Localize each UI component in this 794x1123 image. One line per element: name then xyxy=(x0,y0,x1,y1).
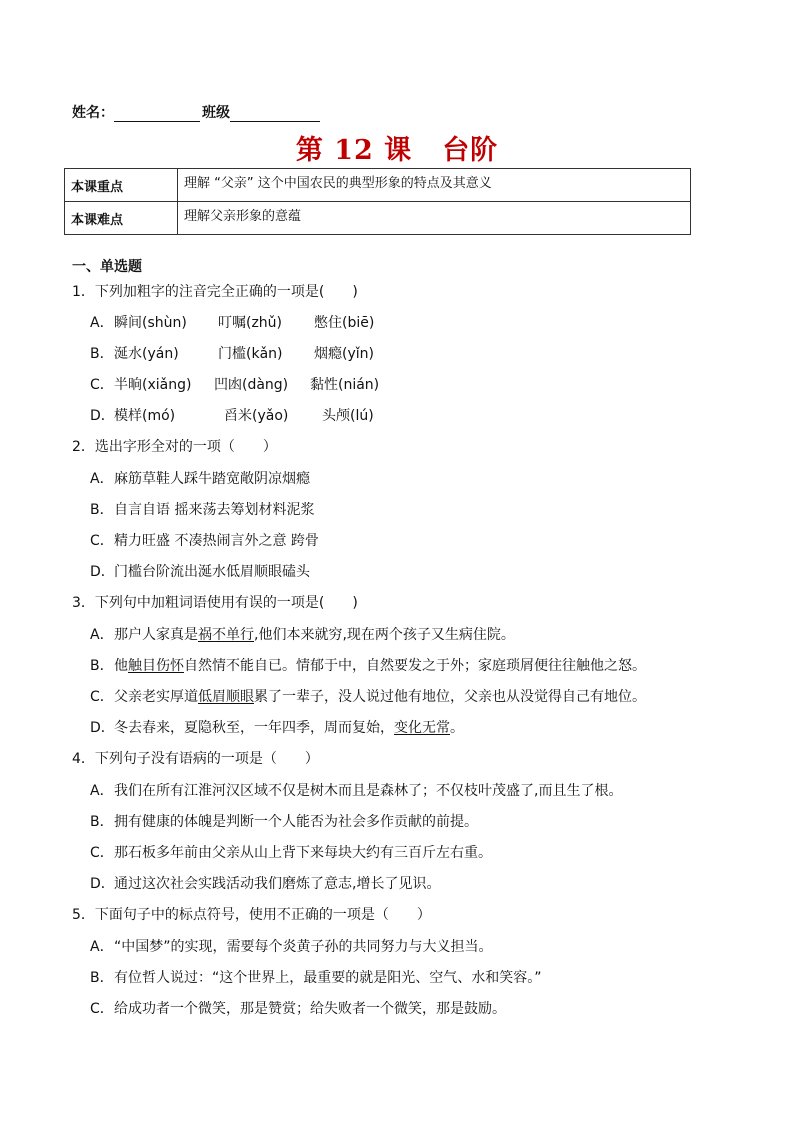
option-c[interactable]: C．精力旺盛 不凑热闹言外之意 跨骨 xyxy=(90,533,319,549)
class-blank[interactable] xyxy=(230,105,320,122)
option-a[interactable]: A．我们在所有江淮河汉区域不仅是树木而且是森林了；不仅枝叶茂盛了,而且生了根。 xyxy=(90,783,623,799)
underlined-phrase: 变化无常 xyxy=(394,720,450,736)
underlined-phrase: 触目伤怀 xyxy=(128,658,184,674)
question-stem: 2．选出字形全对的一项（ ） xyxy=(72,439,277,455)
question-stem: 1．下列加粗字的注音完全正确的一项是( ) xyxy=(72,284,358,300)
difficulty-value: 理解父亲形象的意蕴 xyxy=(178,202,691,235)
option-b[interactable]: B．有位哲人说过：“这个世界上，最重要的就是阳光、空气、水和笑容。” xyxy=(90,970,542,986)
option-c[interactable]: C．那石板多年前由父亲从山上背下来每块大约有三百斤左右重。 xyxy=(90,845,492,861)
underlined-phrase: 低眉顺眼 xyxy=(198,689,254,705)
option-a[interactable]: A．“中国梦”的实现，需要每个炎黄子孙的共同努力与大义担当。 xyxy=(90,939,493,955)
option-c[interactable]: C．给成功者一个微笑，那是赞赏；给失败者一个微笑，那是鼓励。 xyxy=(90,1001,506,1017)
option-d[interactable]: D．模样(mó) 舀米(yǎo) 头颅(lú) xyxy=(90,408,374,424)
option-c[interactable]: C．半晌(xiǎng) 凹凼(dàng) 黏性(nián) xyxy=(90,377,380,393)
question-stem: 3．下列句中加粗词语使用有误的一项是( ) xyxy=(72,595,358,611)
option-a[interactable]: A．那户人家真是祸不单行,他们本来就穷,现在两个孩子又生病住院。 xyxy=(90,627,515,643)
option-a[interactable]: A．麻筋草鞋人踩牛踏宽敞阴凉烟瘾 xyxy=(90,471,310,487)
table-row xyxy=(65,202,691,235)
option-d[interactable]: D．门槛台阶流出涎水低眉顺眼磕头 xyxy=(90,564,310,580)
option-d[interactable]: D．通过这次社会实践活动我们磨炼了意志,增长了见识。 xyxy=(90,876,441,892)
option-d[interactable]: D．冬去春来，夏隐秋至，一年四季，周而复始，变化无常。 xyxy=(90,720,464,736)
name-blank[interactable] xyxy=(114,105,200,122)
student-info-line xyxy=(72,102,320,122)
option-a[interactable]: A．瞬间(shùn) 叮嘱(zhǔ) 憋住(biē) xyxy=(90,315,375,331)
difficulty-label: 本课难点 xyxy=(65,202,178,235)
lesson-number: 第 12 课 xyxy=(295,135,413,166)
table-row xyxy=(65,169,691,202)
key-point-value: 理解 “父亲” 这个中国农民的典型形象的特点及其意义 xyxy=(178,169,691,202)
lesson-focus-table xyxy=(64,168,691,235)
option-b[interactable]: B．他触目伤怀自然情不能自已。情郁于中，自然要发之于外；家庭琐屑便往往触他之怒。 xyxy=(90,658,646,674)
question-stem: 5．下面句子中的标点符号，使用不正确的一项是（ ） xyxy=(72,907,431,923)
page-title xyxy=(0,128,794,167)
key-point-label: 本课重点 xyxy=(65,169,178,202)
section-title: 一、单选题 xyxy=(72,259,142,275)
option-b[interactable]: B．涎水(yán) 门槛(kǎn) 烟瘾(yǐn) xyxy=(90,346,374,362)
option-b[interactable]: B．自言自语 摇来荡去筹划材料泥浆 xyxy=(90,502,315,518)
underlined-phrase: 祸不单行 xyxy=(198,627,254,643)
option-c[interactable]: C．父亲老实厚道低眉顺眼累了一辈子，没人说过他有地位，父亲也从没觉得自己有地位。 xyxy=(90,689,646,705)
question-stem: 4．下列句子没有语病的一项是（ ） xyxy=(72,751,319,767)
class-label: 班级 xyxy=(202,105,230,121)
lesson-name: 台阶 xyxy=(442,135,499,166)
option-b[interactable]: B．拥有健康的体魄是判断一个人能否为社会多作贡献的前提。 xyxy=(90,814,478,830)
name-label: 姓名： xyxy=(72,105,114,121)
